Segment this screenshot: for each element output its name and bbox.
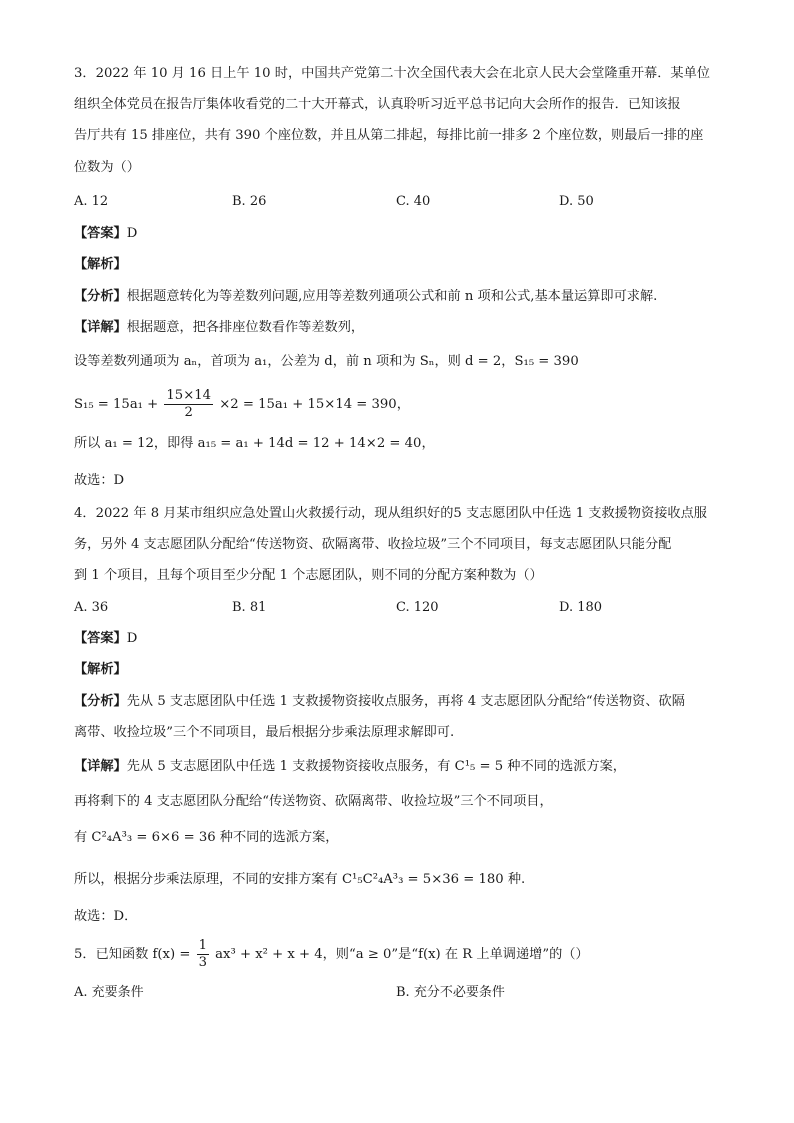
fenxi-text: 根据题意转化为等差数列问题,应用等差数列通项公式和前 n 项和公式,基本量运算即可求解. <box>126 289 658 304</box>
xiangjie-text: 根据题意，把各排座位数看作等差数列， <box>126 320 365 335</box>
q3-analysis-tag <box>74 255 127 275</box>
q4-stem-line-1: 4．2022 年 8 月某市组织应急处置山火救援行动，现从组织好的5 支志愿团队中任选 1 支救援物资接收点服 <box>74 506 707 521</box>
q3-stem-line-1: 3．2022 年 10 月 16 日上午 10 时，中国共产党第二十次全国代表大会在北京人民大会堂隆重开幕．某单位 <box>74 66 710 81</box>
xiangjie-text: 先从 5 支志愿团队中任选 1 支救援物资接收点服务，有 C¹₅ = 5 种不同的选派方案， <box>126 759 626 774</box>
q3-option-a: A. 12 <box>74 194 109 209</box>
q4-stem-line-3: 到 1 个项目，且每个项目至少分配 1 个志愿团队，则不同的分配方案种数为（） <box>74 568 543 583</box>
q3-line-b-left: S₁₅ = 15a₁ + <box>74 397 159 412</box>
q3-answer <box>74 224 137 244</box>
answer-tag: 【答案】 <box>74 226 127 241</box>
q4-xiangjie-line-2: 再将剩下的 4 支志愿团队分配给“传送物资、砍隔离带、收捡垃圾”三个不同项目， <box>74 794 553 809</box>
q3-fraction-denominator: 2 <box>184 405 193 420</box>
q3-xiangjie <box>74 318 364 338</box>
answer-value: D <box>126 631 138 646</box>
q5-option-b: B. 充分不必要条件 <box>396 985 505 1000</box>
q4-analysis-tag <box>74 660 127 680</box>
q4-fenxi-line-2: 离带、收捡垃圾”三个不同项目，最后根据分步乘法原理求解即可. <box>74 725 455 740</box>
q4-answer <box>74 629 137 649</box>
q3-option-c: C. 40 <box>396 194 431 209</box>
q5-stem-left: 5．已知函数 f(x) = <box>74 947 191 962</box>
xiangjie-tag: 【详解】 <box>74 759 127 774</box>
fenxi-tag: 【分析】 <box>74 694 127 709</box>
q3-stem-line-2: 组织全体党员在报告厅集体收看党的二十大开幕式，认真聆听习近平总书记向大会所作的报告．已知该报 <box>74 97 681 112</box>
q3-fraction <box>164 388 213 421</box>
q3-option-b: B. 26 <box>232 194 267 209</box>
q3-fenxi <box>74 287 657 307</box>
q4-option-a: A. 36 <box>74 600 109 615</box>
q4-xiangjie-line-4: 所以，根据分步乘法原理，不同的安排方案有 C¹₅C²₄A³₃ = 5×36 = 180 种. <box>74 872 526 887</box>
q4-fenxi-line-1 <box>74 692 685 712</box>
q3-solution-line-c: 所以 a₁ = 12，即得 a₁₅ = a₁ + 14d = 12 + 14×2 = 40， <box>74 436 435 451</box>
q5-fraction <box>197 938 209 971</box>
q3-conclusion: 故选：D <box>74 473 125 488</box>
xiangjie-tag: 【详解】 <box>74 320 127 335</box>
analysis-tag: 【解析】 <box>74 257 127 272</box>
q5-option-a: A. 充要条件 <box>74 985 144 1000</box>
analysis-tag: 【解析】 <box>74 662 127 677</box>
q4-option-b: B. 81 <box>232 600 267 615</box>
q4-option-c: C. 120 <box>396 600 439 615</box>
fenxi-text: 先从 5 支志愿团队中任选 1 支救援物资接收点服务，再将 4 支志愿团队分配给“传送物资、砍隔 <box>126 694 685 709</box>
q3-fraction-numerator: 15×14 <box>166 388 212 403</box>
q3-stem-line-3: 告厅共有 15 排座位，共有 390 个座位数，并且从第二排起，每排比前一排多 2 个座位数，则最后一排的座 <box>74 128 704 143</box>
q4-conclusion: 故选：D． <box>74 909 138 924</box>
q3-stem-line-4: 位数为（） <box>74 160 140 175</box>
q3-solution-line-a: 设等差数列通项为 aₙ，首项为 a₁，公差为 d，前 n 项和为 Sₙ，则 d = 2，S₁₅ = 390 <box>74 354 579 369</box>
answer-value: D <box>126 226 138 241</box>
fenxi-tag: 【分析】 <box>74 289 127 304</box>
q5-fraction-numerator: 1 <box>198 938 207 953</box>
q3-line-b-right: ×2 = 15a₁ + 15×14 = 390， <box>219 397 410 412</box>
q4-option-d: D. 180 <box>559 600 603 615</box>
answer-tag: 【答案】 <box>74 631 127 646</box>
q4-xiangjie-line-3: 有 C²₄A³₃ = 6×6 = 36 种不同的选派方案， <box>74 830 339 845</box>
q3-solution-line-b <box>74 386 410 424</box>
q4-stem-line-2: 务，另外 4 支志愿团队分配给“传送物资、砍隔离带、收捡垃圾”三个不同项目，每支志愿团队只能分配 <box>74 537 672 552</box>
q5-stem <box>74 936 589 974</box>
q5-stem-right: ax³ + x² + x + 4，则“a ≥ 0”是“f(x) 在 R 上单调递增”的（） <box>215 947 589 962</box>
q3-option-d: D. 50 <box>559 194 594 209</box>
q5-fraction-denominator: 3 <box>198 955 207 970</box>
q4-xiangjie-line-1 <box>74 757 626 777</box>
